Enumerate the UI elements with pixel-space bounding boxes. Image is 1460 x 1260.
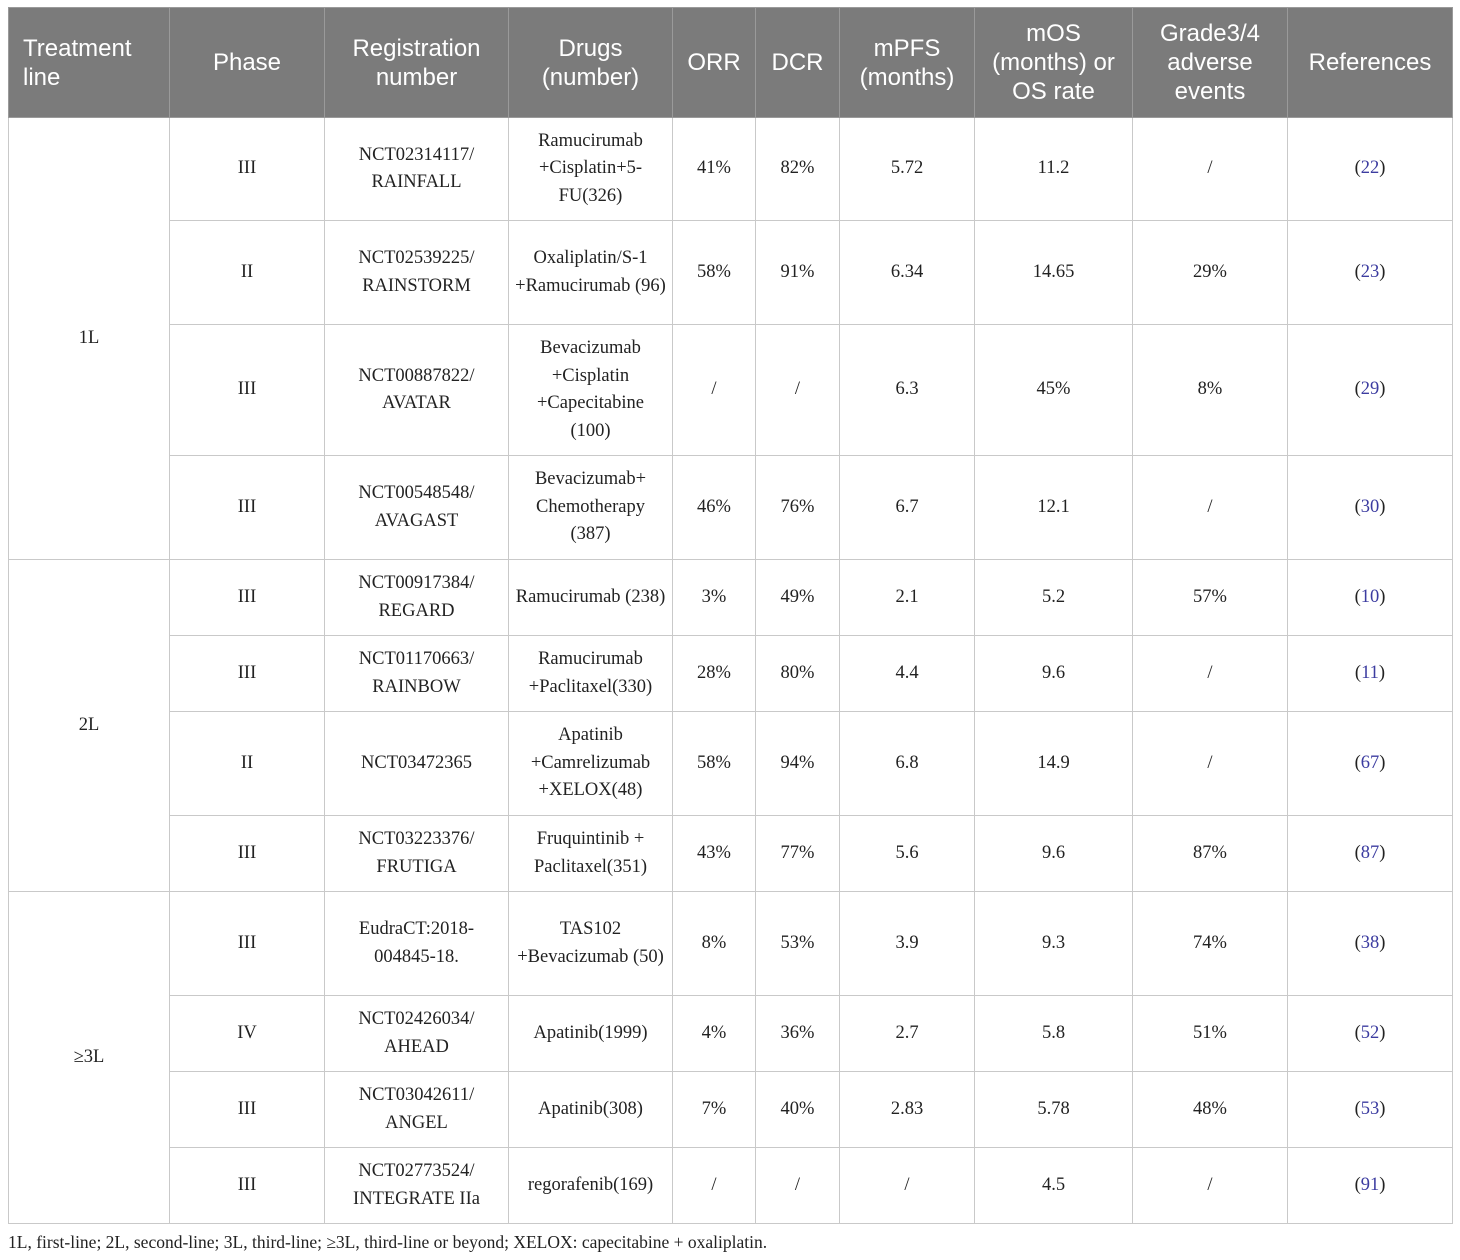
drugs-cell: Bevacizumab +Cisplatin +Capecitabine (100) (509, 325, 673, 456)
orr-cell: 7% (673, 1072, 756, 1148)
reference-link[interactable]: 10 (1360, 586, 1380, 607)
dcr-cell: 91% (756, 221, 840, 325)
adverse-events-cell: 87% (1133, 816, 1288, 892)
drugs-cell: Apatinib(308) (509, 1072, 673, 1148)
dcr-cell: 77% (756, 816, 840, 892)
registration-cell: NCT03472365 (325, 712, 509, 816)
drugs-cell: Oxaliplatin/S-1 +Ramucirumab (96) (509, 221, 673, 325)
mos-cell: 9.6 (975, 636, 1133, 712)
dcr-cell: 80% (756, 636, 840, 712)
header-mos: mOS (months) or OS rate (975, 8, 1133, 118)
reference-cell: (38) (1288, 892, 1453, 996)
mpfs-cell: 2.83 (840, 1072, 975, 1148)
reference-link[interactable]: 30 (1360, 496, 1380, 517)
orr-cell: 28% (673, 636, 756, 712)
header-mpfs: mPFS (months) (840, 8, 975, 118)
mos-cell: 11.2 (975, 118, 1133, 221)
mos-cell: 5.2 (975, 560, 1133, 636)
adverse-events-cell: / (1133, 636, 1288, 712)
mpfs-cell: 5.72 (840, 118, 975, 221)
reference-cell: (67) (1288, 712, 1453, 816)
orr-cell: 58% (673, 712, 756, 816)
reference-cell: (22) (1288, 118, 1453, 221)
orr-cell: / (673, 325, 756, 456)
drugs-cell: Ramucirumab (238) (509, 560, 673, 636)
reference-link[interactable]: 67 (1360, 752, 1380, 773)
table-row (9, 1148, 1453, 1224)
table-row (9, 892, 1453, 996)
orr-cell: / (673, 1148, 756, 1224)
drugs-cell: Ramucirumab +Paclitaxel(330) (509, 636, 673, 712)
adverse-events-cell: 29% (1133, 221, 1288, 325)
header-row (9, 8, 1453, 118)
adverse-events-cell: 8% (1133, 325, 1288, 456)
mpfs-cell: 2.1 (840, 560, 975, 636)
mos-cell: 12.1 (975, 456, 1133, 560)
mpfs-cell: 3.9 (840, 892, 975, 996)
dcr-cell: 82% (756, 118, 840, 221)
reference-cell: (11) (1288, 636, 1453, 712)
reference-link[interactable]: 53 (1360, 1098, 1380, 1119)
registration-cell: NCT00548548/ AVAGAST (325, 456, 509, 560)
mos-cell: 45% (975, 325, 1133, 456)
orr-cell: 3% (673, 560, 756, 636)
registration-cell: NCT00887822/ AVATAR (325, 325, 509, 456)
registration-cell: NCT02314117/ RAINFALL (325, 118, 509, 221)
trials-table (8, 7, 1453, 1224)
adverse-events-cell: 48% (1133, 1072, 1288, 1148)
header-treatment-line: Treatment line (9, 8, 170, 118)
drugs-cell: Fruquintinib + Paclitaxel(351) (509, 816, 673, 892)
drugs-cell: Bevacizumab+ Chemotherapy (387) (509, 456, 673, 560)
phase-cell: III (170, 456, 325, 560)
table-row (9, 712, 1453, 816)
reference-cell: (23) (1288, 221, 1453, 325)
header-registration-number: Registration number (325, 8, 509, 118)
adverse-events-cell: / (1133, 1148, 1288, 1224)
table-row (9, 816, 1453, 892)
table-row (9, 996, 1453, 1072)
table-row (9, 560, 1453, 636)
reference-link[interactable]: 87 (1360, 842, 1380, 863)
reference-cell: (10) (1288, 560, 1453, 636)
adverse-events-cell: 74% (1133, 892, 1288, 996)
dcr-cell: 40% (756, 1072, 840, 1148)
table-body (9, 118, 1453, 1224)
drugs-cell: Apatinib +Camrelizumab +XELOX(48) (509, 712, 673, 816)
phase-cell: III (170, 636, 325, 712)
header-drugs: Drugs (number) (509, 8, 673, 118)
reference-cell: (30) (1288, 456, 1453, 560)
registration-cell: NCT03223376/ FRUTIGA (325, 816, 509, 892)
table-row (9, 325, 1453, 456)
dcr-cell: / (756, 1148, 840, 1224)
drugs-cell: regorafenib(169) (509, 1148, 673, 1224)
dcr-cell: 49% (756, 560, 840, 636)
drugs-cell: Apatinib(1999) (509, 996, 673, 1072)
table-row (9, 221, 1453, 325)
treatment-line-cell: ≥3L (9, 892, 170, 1224)
mos-cell: 5.78 (975, 1072, 1133, 1148)
dcr-cell: 53% (756, 892, 840, 996)
mos-cell: 4.5 (975, 1148, 1133, 1224)
mpfs-cell: 6.34 (840, 221, 975, 325)
phase-cell: III (170, 118, 325, 221)
registration-cell: EudraCT:2018- 004845-18. (325, 892, 509, 996)
phase-cell: IV (170, 996, 325, 1072)
dcr-cell: 36% (756, 996, 840, 1072)
reference-cell: (29) (1288, 325, 1453, 456)
mos-cell: 14.65 (975, 221, 1133, 325)
dcr-cell: / (756, 325, 840, 456)
registration-cell: NCT00917384/ REGARD (325, 560, 509, 636)
registration-cell: NCT02426034/ AHEAD (325, 996, 509, 1072)
phase-cell: III (170, 816, 325, 892)
header-orr: ORR (673, 8, 756, 118)
registration-cell: NCT03042611/ ANGEL (325, 1072, 509, 1148)
mpfs-cell: 6.3 (840, 325, 975, 456)
table-row (9, 636, 1453, 712)
header-references: References (1288, 8, 1453, 118)
mpfs-cell: 4.4 (840, 636, 975, 712)
orr-cell: 43% (673, 816, 756, 892)
mpfs-cell: 6.7 (840, 456, 975, 560)
phase-cell: III (170, 892, 325, 996)
mpfs-cell: 6.8 (840, 712, 975, 816)
reference-link[interactable]: 22 (1360, 158, 1380, 179)
orr-cell: 58% (673, 221, 756, 325)
reference-cell: (53) (1288, 1072, 1453, 1148)
reference-link[interactable]: 23 (1360, 261, 1380, 282)
header-phase: Phase (170, 8, 325, 118)
header-dcr: DCR (756, 8, 840, 118)
phase-cell: II (170, 712, 325, 816)
table-row (9, 1072, 1453, 1148)
table-row (9, 456, 1453, 560)
reference-link[interactable]: 29 (1360, 379, 1380, 400)
registration-cell: NCT02773524/ INTEGRATE IIa (325, 1148, 509, 1224)
treatment-line-cell: 2L (9, 560, 170, 892)
reference-cell: (52) (1288, 996, 1453, 1072)
adverse-events-cell: / (1133, 712, 1288, 816)
orr-cell: 4% (673, 996, 756, 1072)
phase-cell: III (170, 560, 325, 636)
table-footnote: 1L, first-line; 2L, second-line; 3L, third-line; ≥3L, third-line or beyond; XELOX: capecitabine + oxaliplatin. (8, 1232, 768, 1252)
orr-cell: 41% (673, 118, 756, 221)
reference-link[interactable]: 11 (1361, 662, 1379, 683)
header-adverse-events: Grade3/4 adverse events (1133, 8, 1288, 118)
drugs-cell: Ramucirumab +Cisplatin+5- FU(326) (509, 118, 673, 221)
phase-cell: III (170, 1072, 325, 1148)
adverse-events-cell: 57% (1133, 560, 1288, 636)
phase-cell: III (170, 1148, 325, 1224)
mpfs-cell: 2.7 (840, 996, 975, 1072)
reference-cell: (91) (1288, 1148, 1453, 1224)
mos-cell: 9.6 (975, 816, 1133, 892)
dcr-cell: 94% (756, 712, 840, 816)
registration-cell: NCT02539225/ RAINSTORM (325, 221, 509, 325)
phase-cell: II (170, 221, 325, 325)
mpfs-cell: / (840, 1148, 975, 1224)
mos-cell: 9.3 (975, 892, 1133, 996)
adverse-events-cell: 51% (1133, 996, 1288, 1072)
mos-cell: 5.8 (975, 996, 1133, 1072)
reference-link[interactable]: 52 (1360, 1022, 1380, 1043)
reference-link[interactable]: 38 (1360, 932, 1380, 953)
mos-cell: 14.9 (975, 712, 1133, 816)
adverse-events-cell: / (1133, 118, 1288, 221)
phase-cell: III (170, 325, 325, 456)
mpfs-cell: 5.6 (840, 816, 975, 892)
reference-link[interactable]: 91 (1360, 1174, 1380, 1195)
dcr-cell: 76% (756, 456, 840, 560)
table-row (9, 118, 1453, 221)
adverse-events-cell: / (1133, 456, 1288, 560)
orr-cell: 8% (673, 892, 756, 996)
reference-cell: (87) (1288, 816, 1453, 892)
drugs-cell: TAS102 +Bevacizumab (50) (509, 892, 673, 996)
registration-cell: NCT01170663/ RAINBOW (325, 636, 509, 712)
treatment-line-cell: 1L (9, 118, 170, 560)
orr-cell: 46% (673, 456, 756, 560)
